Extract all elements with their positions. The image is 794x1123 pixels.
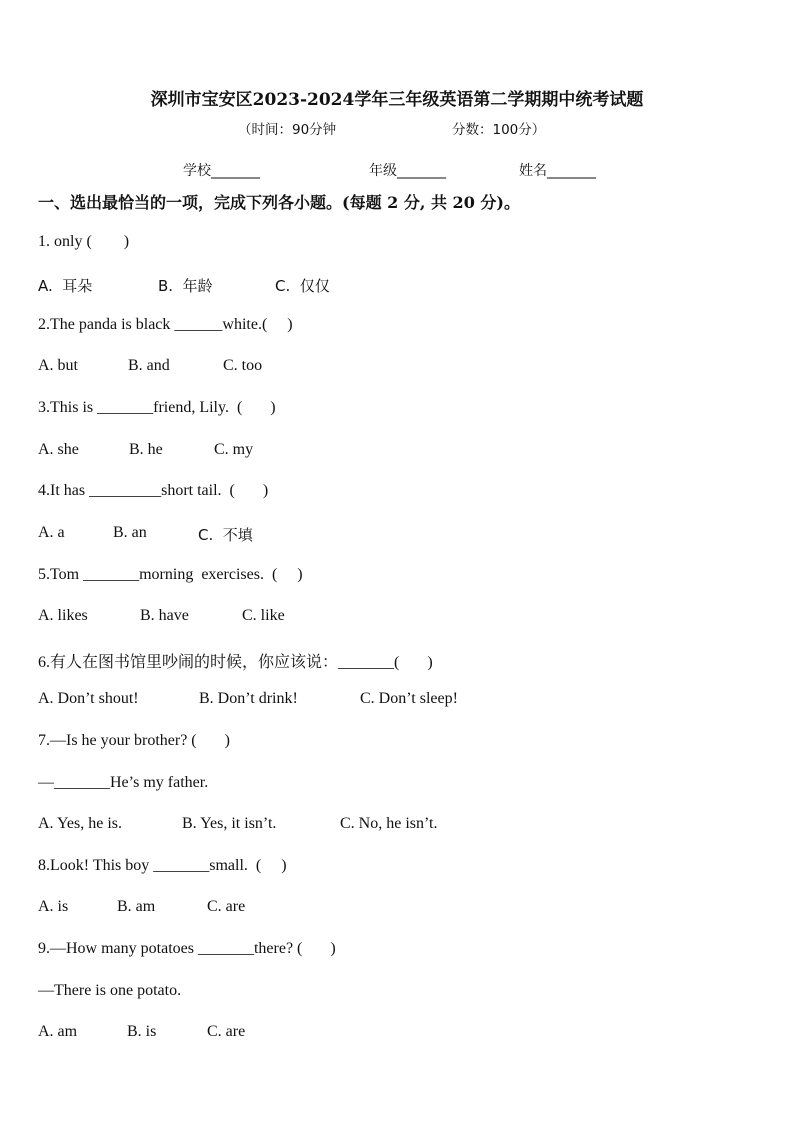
question-4: 4.It has _________short tail. ( )	[38, 482, 269, 499]
q7-option-b: B. Yes, it isn’t.	[182, 815, 277, 832]
exam-time: （时间：90分钟	[238, 122, 337, 138]
school-field: 学校_______	[183, 163, 260, 179]
q1-option-c: C. 仅仅	[275, 277, 330, 295]
q5-option-b: B. have	[140, 607, 189, 624]
exam-title: 深圳市宝安区2023-2024学年三年级英语第二学期期中统考试题	[150, 90, 644, 110]
q6-option-c: C. Don’t sleep!	[360, 690, 458, 707]
q1-option-a: A. 耳朵	[38, 277, 93, 295]
q5-option-c: C. like	[242, 607, 285, 624]
question-3: 3.This is _______friend, Lily. ( )	[38, 399, 276, 416]
q4-option-b: B. an	[113, 524, 147, 541]
q7-option-c: C. No, he isn’t.	[340, 815, 438, 832]
question-7: 7.—Is he your brother? ( )	[38, 732, 230, 749]
question-7-reply: —_______He’s my father.	[38, 774, 209, 791]
grade-field: 年级_______	[369, 163, 446, 179]
q3-option-b: B. he	[129, 441, 163, 458]
q3-option-c: C. my	[214, 441, 254, 458]
q2-option-b: B. and	[128, 357, 170, 374]
q7-option-a: A. Yes, he is.	[38, 815, 123, 832]
q8-option-c: C. are	[207, 898, 246, 915]
question-9-reply: —There is one potato.	[38, 982, 182, 999]
question-6: 6.有人在图书馆里吵闹的时候，你应该说：_______( )	[38, 654, 433, 671]
q4-option-c: C. 不填	[198, 526, 253, 544]
q1-option-b: B. 年龄	[158, 277, 213, 295]
q3-option-a: A. she	[38, 441, 79, 458]
q4-option-a: A. a	[38, 524, 65, 541]
q9-option-b: B. is	[127, 1023, 157, 1040]
question-2: 2.The panda is black ______white.( )	[38, 316, 293, 333]
q2-option-c: C. too	[223, 357, 263, 374]
q5-option-a: A. likes	[38, 607, 88, 624]
q6-option-b: B. Don’t drink!	[199, 690, 298, 707]
q6-option-a: A. Don’t shout!	[38, 690, 139, 707]
name-field: 姓名_______	[519, 163, 596, 179]
q9-option-a: A. am	[38, 1023, 78, 1040]
section-heading: 一、选出最恰当的一项，完成下列各小题。(每题 2 分, 共 20 分)。	[38, 193, 520, 212]
question-5: 5.Tom _______morning exercises. ( )	[38, 566, 303, 583]
q2-option-a: A. but	[38, 357, 78, 374]
question-8: 8.Look! This boy _______small. ( )	[38, 857, 287, 874]
question-1: 1. only ( )	[38, 233, 130, 250]
q8-option-b: B. am	[117, 898, 156, 915]
q9-option-c: C. are	[207, 1023, 246, 1040]
question-9: 9.—How many potatoes _______there? ( )	[38, 940, 336, 957]
exam-score: 分数：100分）	[452, 122, 546, 138]
q8-option-a: A. is	[38, 898, 69, 915]
